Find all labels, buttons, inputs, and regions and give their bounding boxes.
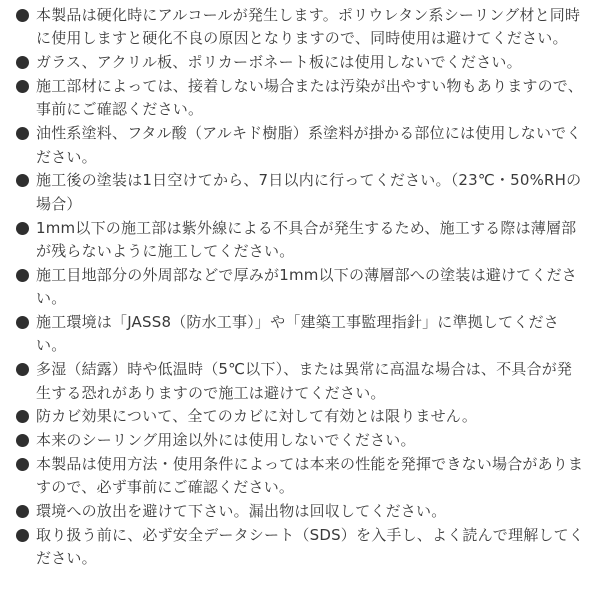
- bullet-dot-icon: [16, 316, 29, 329]
- bullet-dot-icon: [16, 56, 29, 69]
- caution-note-text: 施工目地部分の外周部などで厚みが1mm以下の薄層部への塗装は避けてください。: [36, 265, 577, 308]
- caution-note-text: 施工環境は「JASS8（防水工事）」や「建築工事監理指針」に準拠してください。: [36, 313, 559, 355]
- caution-note: [36, 217, 586, 264]
- bullet-dot-icon: [16, 9, 29, 22]
- caution-note: [36, 429, 586, 452]
- caution-note: [36, 122, 586, 169]
- bullet-dot-icon: [16, 434, 29, 447]
- bullet-dot-icon: [16, 363, 29, 376]
- caution-note: [36, 311, 586, 358]
- bullet-dot-icon: [16, 410, 29, 423]
- caution-note-text: 施工部材によっては、接着しない場合または汚染が出やすい物もありますので、事前にご確認ください。: [36, 77, 583, 119]
- caution-note: [36, 51, 586, 74]
- caution-notes-list: [36, 4, 586, 571]
- caution-note-text: 防カビ効果について、全てのカビに対して有効とは限りません。: [36, 407, 478, 426]
- bullet-dot-icon: [16, 174, 29, 187]
- caution-note-text: 環境への放出を避けて下さい。漏出物は回収してください。: [36, 502, 447, 521]
- bullet-dot-icon: [16, 505, 29, 518]
- caution-note: [36, 453, 586, 500]
- caution-note: [36, 169, 586, 216]
- bullet-dot-icon: [16, 222, 29, 235]
- caution-note: [36, 264, 586, 311]
- caution-note-text: 取り扱う前に、必ず安全データシート（SDS）を入手し、よく読んで理解してください。: [36, 526, 584, 568]
- caution-note-text: 本製品は使用方法・使用条件によっては本来の性能を発揮できない場合がありますので、必ず事前にご確認ください。: [36, 455, 584, 497]
- bullet-dot-icon: [16, 458, 29, 471]
- caution-note: [36, 524, 586, 571]
- bullet-dot-icon: [16, 80, 29, 93]
- caution-note-text: ガラス、アクリル板、ポリカーボネート板には使用しないでください。: [36, 53, 522, 72]
- caution-note: [36, 358, 586, 405]
- caution-note-text: 油性系塗料、フタル酸（アルキド樹脂）系塗料が掛かる部位には使用しないでください。: [36, 124, 582, 166]
- bullet-dot-icon: [16, 127, 29, 140]
- bullet-dot-icon: [16, 529, 29, 542]
- caution-note: [36, 4, 586, 51]
- caution-note: [36, 75, 586, 122]
- caution-note-text: 1mm以下の施工部は紫外線による不具合が発生するため、施工する際は薄層部が残らないように施工してください。: [36, 218, 577, 261]
- caution-note: [36, 500, 586, 523]
- caution-note: [36, 405, 586, 428]
- caution-note-text: 多湿（結露）時や低温時（5℃以下）、または異常に高温な場合は、不具合が発生する恐れがありますので施工は避けてください。: [36, 360, 573, 402]
- bullet-dot-icon: [16, 269, 29, 282]
- caution-note-text: 本製品は硬化時にアルコールが発生します。ポリウレタン系シーリング材と同時に使用しますと硬化不良の原因となりますので、同時使用は避けてください。: [36, 6, 581, 48]
- caution-note-text: 施工後の塗装は1日空けてから、7日以内に行ってください。（23℃・50%RHの場合）: [36, 171, 582, 213]
- caution-note-text: 本来のシーリング用途以外には使用しないでください。: [36, 431, 416, 450]
